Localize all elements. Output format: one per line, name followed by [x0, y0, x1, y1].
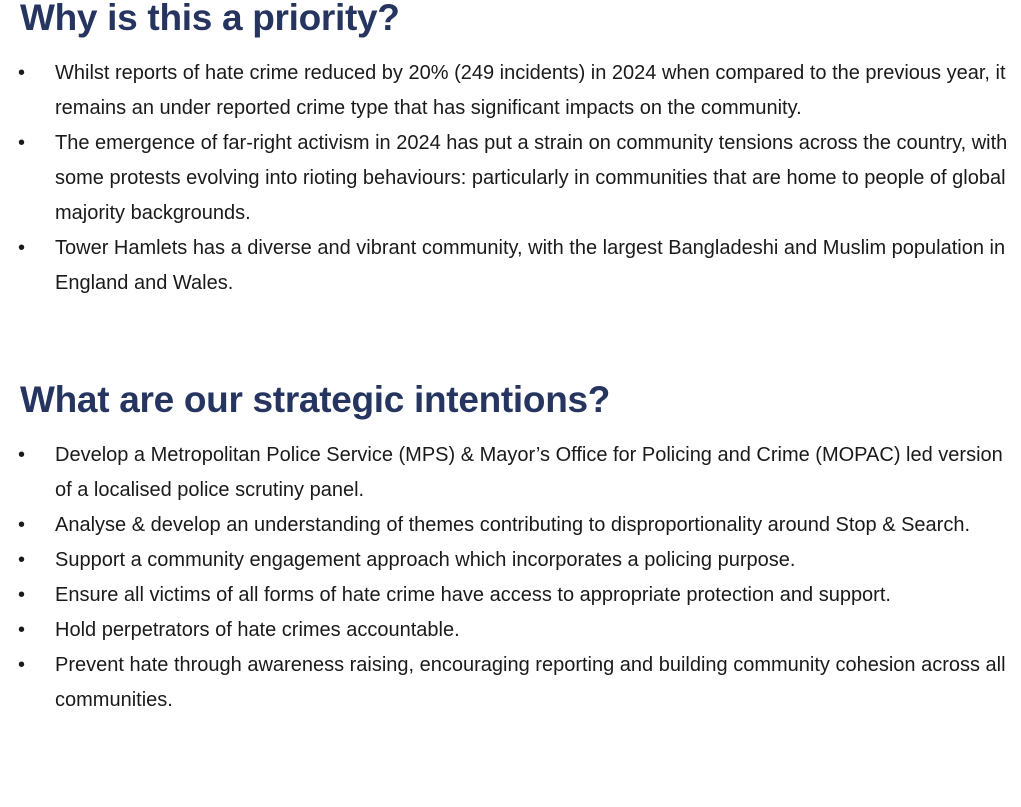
bullet-icon: • [18, 237, 26, 259]
bullet-icon: • [18, 514, 26, 536]
list-item [0, 648, 1018, 718]
list-item [0, 438, 1018, 508]
bullet-icon: • [18, 444, 26, 466]
bullet-icon: • [18, 549, 26, 571]
list-item-text: Whilst reports of hate crime reduced by 20% (249 incidents) in 2024 when compared to the previous year, it remains an under reported crime type that has significant impacts on the community. [55, 62, 1006, 119]
list-item [0, 543, 1018, 578]
list-item [0, 508, 1018, 543]
list-item-text: The emergence of far-right activism in 2024 has put a strain on community tensions across the country, with some protests evolving into rioting behaviours: particularly in communities that are home to people of global majority backgrounds. [55, 132, 1008, 224]
bullet-icon: • [18, 619, 26, 641]
list-item-text: Analyse & develop an understanding of themes contributing to disproportionality around Stop & Search. [55, 514, 971, 536]
list-item [0, 613, 1018, 648]
list-item-text: Develop a Metropolitan Police Service (MPS) & Mayor’s Office for Policing and Crime (MOPAC) led version of a localised police scrutiny panel. [55, 444, 1003, 501]
bullet-icon: • [18, 62, 26, 84]
list-item [0, 231, 1018, 301]
bullet-icon: • [18, 654, 26, 676]
list-item-text: Tower Hamlets has a diverse and vibrant community, with the largest Bangladeshi and Muslim population in England and Wales. [55, 237, 1006, 294]
bullet-icon: • [18, 132, 26, 154]
list-item-text: Ensure all victims of all forms of hate crime have access to appropriate protection and support. [55, 584, 891, 606]
section-heading-priority: Why is this a priority? [20, 0, 400, 38]
list-item-text: Hold perpetrators of hate crimes accountable. [55, 619, 460, 641]
list-item-text: Support a community engagement approach which incorporates a policing purpose. [55, 549, 796, 571]
intentions-list [0, 438, 1018, 718]
section-heading-intentions: What are our strategic intentions? [20, 379, 611, 420]
bullet-icon: • [18, 584, 26, 606]
list-item [0, 578, 1018, 613]
list-item [0, 126, 1018, 231]
list-item [0, 56, 1018, 126]
priority-list [0, 56, 1018, 301]
list-item-text: Prevent hate through awareness raising, encouraging reporting and building community cohesion across all communities. [55, 654, 1006, 711]
